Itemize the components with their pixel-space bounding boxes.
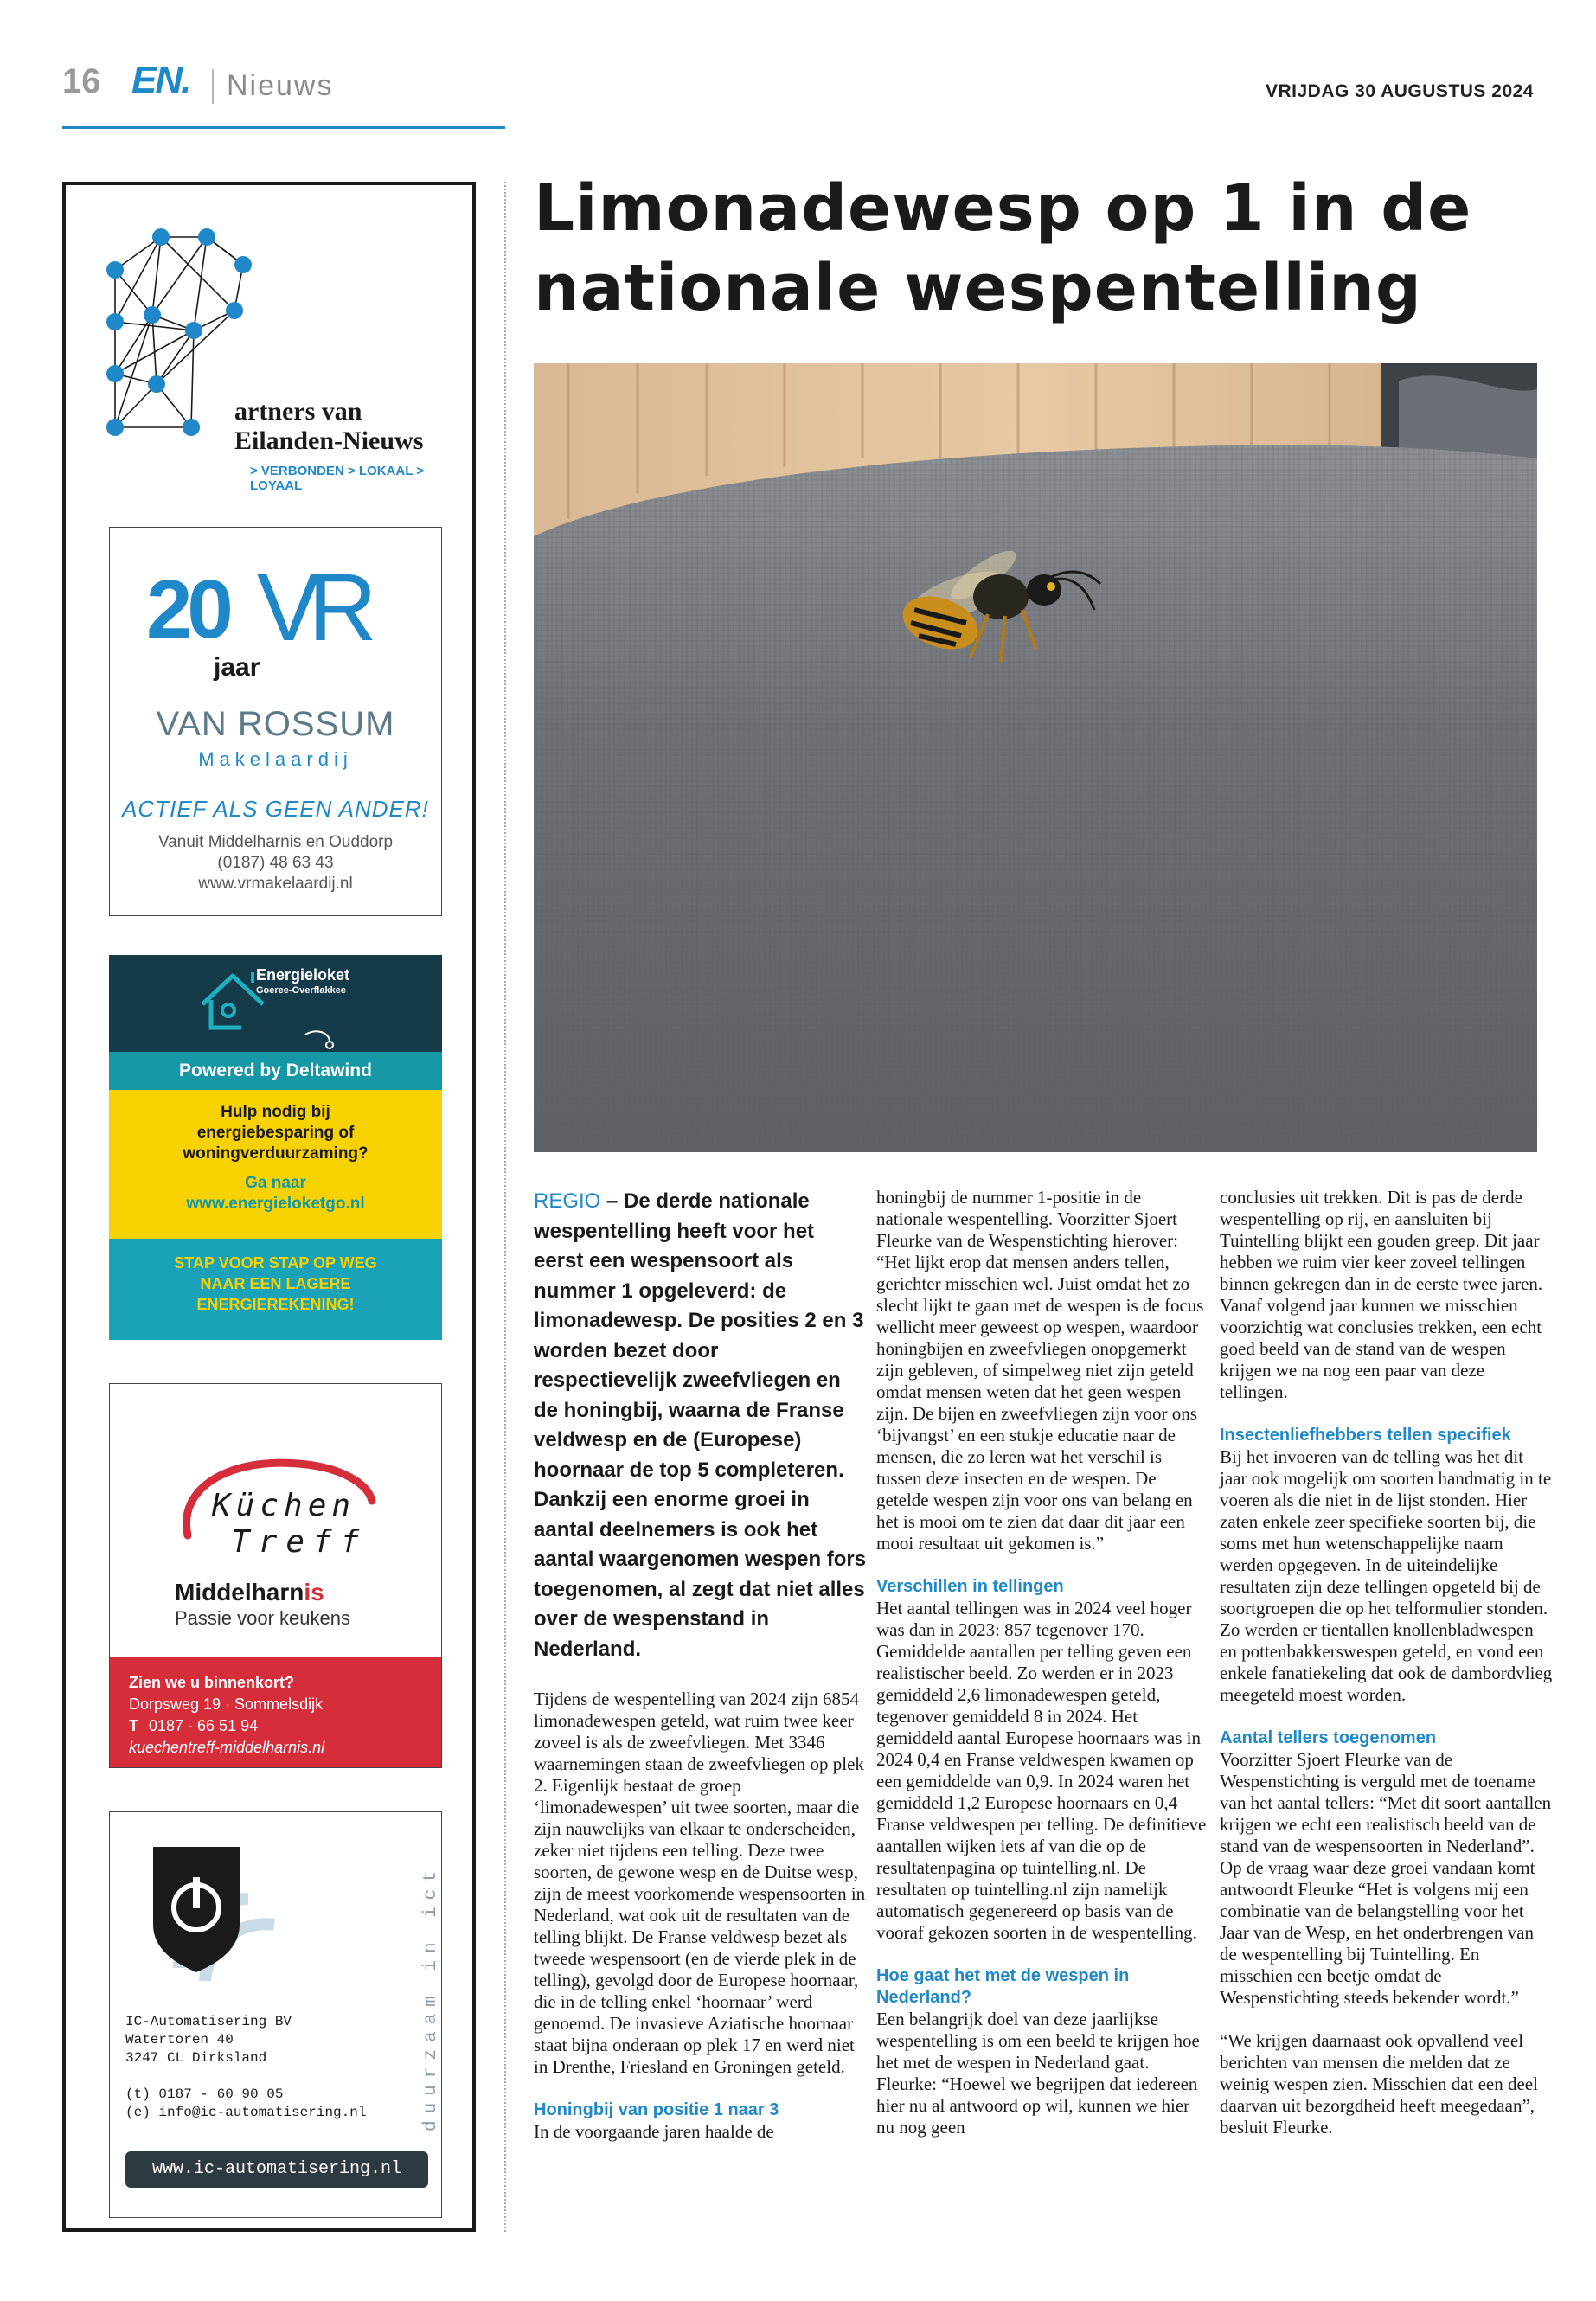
kuchentreff-address: Dorpsweg 19 · Sommelsdijk	[129, 1695, 324, 1713]
vr-contact-phone: (0187) 48 63 43	[217, 854, 334, 872]
partners-title-line1: artners van	[234, 397, 362, 426]
energieloket-cta-line2: NAAR EEN LAGERE	[200, 1275, 351, 1292]
kuchentreff-phone-row	[129, 1715, 422, 1737]
ic-automatisering-ad[interactable]	[109, 1811, 442, 2218]
partners-tagline: > VERBONDEN > LOKAAL > LOYAAL	[250, 464, 425, 493]
energieloket-ad[interactable]	[109, 955, 442, 1340]
partners-title-line2: Eilanden-Nieuws	[234, 426, 424, 455]
article-paragraph: “We krijgen daarnaast ook opvallend veel berichten van mensen die melden dat ze weinig wespen zien. Misschien dat een deel daarvan uit bezorgdheid heeft meegedaan”, besluit Fleurke.	[1220, 2030, 1538, 2138]
dateline: REGIO	[534, 1189, 601, 1213]
vr-company-name: VAN ROSSUM	[156, 705, 395, 743]
energieloket-cta-line3: ENERGIEREKENING!	[196, 1296, 355, 1313]
kuchentreff-contact-box	[110, 1657, 441, 1767]
kuchentreff-phone: 0187 - 66 51 94	[149, 1717, 259, 1734]
energieloket-powered-by: Powered by Deltawind	[109, 1052, 442, 1090]
article-lead	[534, 1187, 867, 1664]
newspaper-logo: EN.	[131, 59, 190, 101]
article-headline: Limonadewesp op 1 in de nationale wespentelling	[534, 171, 1472, 325]
vr-subtitle: Makelaardij	[198, 748, 353, 770]
energieloket-question	[109, 1102, 442, 1164]
section-label: Nieuws	[227, 69, 334, 102]
energieloket-goto-label: Ga naar	[245, 1174, 306, 1192]
kuchentreff-city-accent: is	[304, 1579, 324, 1606]
kuchentreff-cta: Zien we u binnenkort?	[129, 1674, 295, 1691]
energieloket-link[interactable]	[109, 1173, 442, 1215]
energieloket-header	[109, 955, 442, 1052]
ic-url-button[interactable]: www.ic-automatisering.nl	[125, 2151, 428, 2188]
vr-contact-location: Vanuit Middelharnis en Ouddorp	[157, 833, 394, 851]
vr-slogan: ACTIEF ALS GEEN ANDER!	[122, 796, 429, 822]
kuchentreff-url[interactable]: kuechentreff-middelharnis.nl	[129, 1739, 325, 1756]
energieloket-question-line1: Hulp nodig bij	[221, 1103, 330, 1121]
article-paragraph: honingbij de nummer 1-positie in de nationale wespentelling. Voorzitter Sjoert Fleurke van de Wespenstichting hierover: “Het lijkt erop dat mensen anders tellen, gerichter misschien wel. Juist omdat het zo slecht lijkt te gaan met de wespen is de focus wellicht meer geweest op wespen, waardoor honingbijen en zweefvliegen onopgemerkt zijn gebleven, of simpelweg niet zijn geteld omdat mensen weten dat het geen wespen zijn. De bijen en zweefvliegen zijn voor ons ‘bijvangst’ en een stukje educatie naar de mensen, die zo leren wat het verschil is tussen deze insecten en de wespen. De getelde wespen zijn voor ons van belang en het is mooi om te zien dat daar dit jaar een mooi resultaat uit gekomen is.”	[876, 1187, 1204, 1554]
header-rule	[62, 126, 505, 129]
column-divider	[504, 182, 506, 2232]
subheading-verschillen: Verschillen in tellingen	[876, 1577, 1064, 1596]
article-paragraph: Bij het invoeren van de telling was het dit jaar ook mogelijk om soorten handmatig in te voeren als die niet in de lijst stonden. Hier zaten enkele zeer specifieke soorten bij, die soms met hun wetenschappelijke naam werden opgegeven. In de uiteindelijke resultaten zijn deze tellingen opgeteld bij de soortgroepen die op het telformulier stonden. Zo werden er tientallen knollenbladwespen en pottenbakkerswespen geteld, en vond een enkele fanatiekeling dat ook de dambordvlieg meegeteld moest worden.	[1220, 1446, 1553, 1705]
kuchentreff-logo	[177, 1453, 378, 1566]
kuchentreff-tagline: Passie voor keukens	[175, 1607, 350, 1629]
kuchentreff-logo-line2: Treff	[231, 1524, 369, 1560]
kuchentreff-phone-label: T	[129, 1717, 138, 1734]
article-paragraph-continued: conclusies uit trekken. Dit is pas de derde wespentelling op rij, en aansluiten bij Tuintelling blijkt een gouden greep. Dit jaar hebben we ruim vier keer zoveel tellingen binnen gekregen dan in de eerste twee jaren. Vanaf volgend jaar kunnen we misschien voorzichtig wat conclusies trekken, een echt goed beeld van de stand van de wespen krijgen we na nog een paar van deze tellingen.	[1220, 1187, 1543, 1402]
energieloket-info-box	[109, 1090, 442, 1239]
article-paragraph: Tijdens de wespentelling van 2024 zijn 6854 limonadewespen geteld, wat ruim twee keer zoveel is als de zweefvliegen. Met 3346 waarnemingen staan de zweefvliegen op plek 2. Eigenlijk bestaat de groep ‘limonadewespen’ uit twee soorten, maar die zijn nauwelijks van elkaar te onderscheiden, zeker niet tijdens een telling. Deze twee soorten, de gewone wesp en de Duitse wesp, zijn de meest voorkomende wespensoorten in Nederland, wat ook uit de resultaten van de telling blijkt. De Franse veldwesp bezet als tweede wespensoort (en de vierde plek in de telling), gevolgd door de Europese hoornaar, die in de telling enkel ‘hoornaar’ werd genoemd. De invasieve Aziatische hoornaar staat bijna onderaan op plek 17 en werd niet in Drenthe, Friesland en Groningen geteld.	[534, 1689, 866, 2077]
article-paragraph: Een belangrijk doel van deze jaarlijkse wespentelling is om een beeld te krijgen hoe het met de wespen in Nederland gaat. Fleurke: “Hoewel we begrijpen dat iedereen hier nu al antwoord op wil, kunnen we hier nu nog geen	[876, 2009, 1200, 2138]
ic-contact: (t) 0187 - 60 90 05 (e) info@ic-automatisering.nl	[125, 2086, 367, 2120]
partners-ad	[105, 220, 468, 493]
ic-vertical-slogan: duurzaam in ict	[421, 1864, 441, 2132]
article-paragraph: Het aantal tellingen was in 2024 veel hoger was dan in 2023: 857 tegenover 170. Gemiddelde aantallen per telling geven een realistischer beeld. Zo werden er in 2023 gemiddeld 2,6 limonadewespen geteld, tegenover gemiddeld 8 in 2024. Het gemiddeld aantal Europese hoornaars was in 2024 0,4 en Franse veldwespen kwamen op een gemiddelde van 0,9. In 2024 waren het gemiddeld 1,2 Europese hoornaars en 0,4 Franse veldwespen per telling. De definitieve aantallen wijken iets af van die op de resultatenpagina op tuintelling.nl. De resultaten op tuintelling.nl zijn namelijk automatisch gegenereerd op basis van de vooraf gekozen soorten in de wespentelling.	[876, 1598, 1207, 1943]
energieloket-subtitle: Goeree-Overflakkee	[256, 985, 346, 996]
subheading-insectenliefhebbers: Insectenliefhebbers tellen specifiek	[1220, 1426, 1511, 1445]
article-column-3	[1220, 1187, 1553, 2138]
ic-logo-icon	[127, 1830, 292, 2003]
vanrossum-ad[interactable]	[109, 527, 442, 916]
energieloket-title: Energieloket	[256, 966, 350, 984]
vr-jaar: jaar	[214, 653, 260, 682]
partners-title	[234, 397, 423, 456]
kuchentreff-city-main: Middelharn	[175, 1579, 304, 1606]
paragraph-spacer	[1220, 2009, 1553, 2030]
kuchentreff-logo-line1: Küchen	[212, 1488, 356, 1523]
kuchentreff-ad[interactable]	[109, 1383, 442, 1768]
energieloket-question-line2: energiebesparing of	[196, 1124, 355, 1142]
energieloket-url[interactable]: www.energieloketgo.nl	[186, 1195, 365, 1213]
article-paragraph-start: In de voorgaande jaren haalde de	[534, 2121, 774, 2142]
energieloket-question-line3: woningverduurzaming?	[183, 1144, 369, 1163]
lead-text: – De derde nationale wespentelling heeft voor het eerst een wespensoort als nummer 1 opgeleverd: de limonadewesp. De posities 2 en 3 worden bezet door respectievelijk zweefvliegen en de honingbij, waarna de Franse veldwesp en de (Europese) hoornaar de top 5 completeren. Dankzij een enorme groei in aantal deelnemers is ook het aantal waargenomen wespen fors toegenomen, al zegt dat niet alles over de wespenstand in Nederland.	[534, 1189, 867, 1661]
subheading-honingbij: Honingbij van positie 1 naar 3	[534, 2100, 779, 2119]
kuchentreff-city	[175, 1579, 324, 1606]
wasp-photo	[534, 363, 1537, 1152]
article-paragraph: Voorzitter Sjoert Fleurke van de Wespenstichting is verguld met de toename van het aantal tellers: “Met dit soort aantallen krijgen we echt een realistisch beeld van de stand van de wespensoorten in Nederland”. Op de vraag waar deze groei vandaan komt antwoordt Fleurke “Het is volgens mij een combinatie van de belangstelling voor het Jaar van de Wesp, en het onderbrengen van de wespentelling bij Tuintelling. En misschien een beetje omdat de Wespenstichting steeds bekender wordt.”	[1220, 1749, 1552, 2008]
plug-cable-icon	[304, 1029, 338, 1052]
article-column-1	[534, 1187, 867, 2143]
vr-contact-website[interactable]: www.vrmakelaardij.nl	[198, 875, 353, 893]
ic-address: IC-Automatisering BV Watertoren 40 3247 CL Dirksland	[125, 2014, 292, 2066]
wasp-on-fabric-image	[534, 363, 1537, 1152]
advertisement-sidebar	[62, 182, 476, 2232]
article-column-2	[876, 1187, 1209, 2138]
energieloket-cta	[109, 1239, 442, 1340]
energieloket-cta-line1: STAP VOOR STAP OP WEG	[174, 1254, 377, 1272]
vr-monogram: VR	[257, 554, 365, 661]
subheading-hoe-gaat-het: Hoe gaat het met de wespen in Nederland?	[876, 1966, 1130, 2007]
page-number: 16	[62, 62, 101, 100]
vr-years: 20	[146, 563, 228, 656]
vr-contact	[110, 832, 441, 894]
issue-date: VRIJDAG 30 AUGUSTUS 2024	[1266, 81, 1534, 101]
subheading-aantal-tellers: Aantal tellers toegenomen	[1220, 1728, 1437, 1747]
header-separator	[212, 69, 214, 104]
